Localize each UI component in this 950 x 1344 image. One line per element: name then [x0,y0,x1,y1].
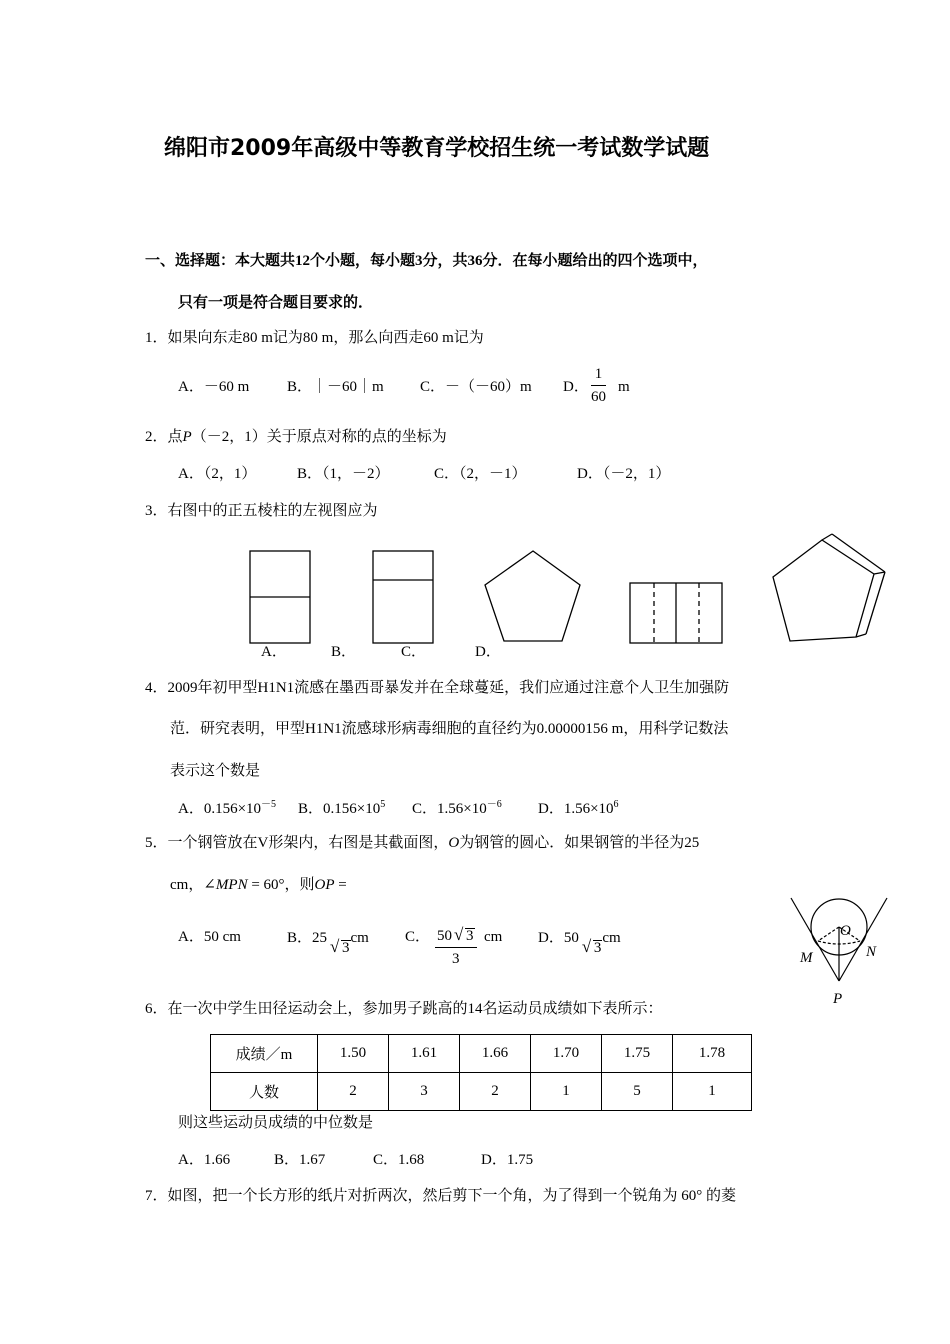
q5-option-c-fraction [435,925,477,967]
q3-pentagonal-prism [773,534,885,641]
q1-option-a: A．－60 m [178,379,250,395]
q5-b-unit: cm [350,930,369,946]
q5-option-c-unit: cm [484,929,503,945]
q6-option-b: B．1.67 [274,1152,326,1168]
q5-c-num [435,925,477,948]
q5-c-rad: 3 [466,928,474,944]
q4-line1: 4．2009年初甲型H1N1流感在墨西哥暴发并在全球蔓延，我们应通过注意个人卫生加强防 [145,680,730,696]
q5-c-num-value: 50 [437,928,452,944]
q5-line2-post: = [334,877,347,893]
q6-stem: 6．在一次中学生田径运动会上，参加男子跳高的14名运动员成绩如下表所示： [145,1001,663,1017]
q3-fig-b [373,551,433,643]
q6-option-a: A．1.66 [178,1152,231,1168]
q5-fig-label-p: P [833,991,843,1007]
q5-c-sqrt [454,925,475,944]
sqrt-sign-icon: √ [330,937,340,956]
q4-c-base: C．1.56×10 [412,801,487,817]
fraction-denominator: 60 [591,389,606,405]
fraction-numerator: 1 [591,367,606,386]
q5-fig-label-m: M [800,950,813,966]
q6-follow: 则这些运动员成绩的中位数是 [178,1115,374,1131]
q4-a-exp: －5 [261,799,277,810]
q7-line1: 7．如图，把一个长方形的纸片对折两次，然后剪下一个角，为了得到一个锐角为 60° 的菱 [145,1188,737,1204]
table-cell: 5 [602,1073,673,1111]
q5-line1-var: O [448,835,460,851]
q5-line2 [170,878,347,893]
q4-option-c [412,800,502,817]
q4-b-base: B．0.156×10 [298,801,381,817]
q5-line2-pre: cm，∠ [170,877,216,893]
q5-b-sqrt [330,937,351,956]
q5-line1 [145,836,699,851]
q4-line2: 范．研究表明，甲型H1N1流感球形病毒细胞的直径约为0.00000156 m，用科学记数法 [170,721,729,737]
section-heading-cont: 只有一项是符合题目要求的． [178,295,374,311]
q2-option-c: C．（2，－1） [434,466,527,482]
q5-option-a: A．50 cm [178,929,241,945]
q5-fig-label-n: N [866,944,877,960]
q1-stem: 1．如果向东走80 m记为80 m，那么向西走60 m记为 [145,330,484,346]
table-cell: 2 [460,1073,531,1111]
q5-b-rad: 3 [342,940,350,956]
table-header-cell: 人数 [211,1073,318,1111]
q5-line1-post: 为钢管的圆心．如果钢管的半径为25 [459,835,700,851]
q5-line2-var2: OP [314,877,335,893]
q3-fig-a [250,551,310,643]
q5-d-sqrt [581,937,603,956]
q1-option-c: C．－（－60）m [420,379,532,395]
q1-option-d-unit: m [618,379,630,395]
q4-c-exp: －6 [486,799,502,810]
q5-d-unit: cm [602,930,621,946]
q4-d-exp: 6 [613,799,619,810]
q5-fig-label-o: O [840,923,851,939]
q4-option-a [178,800,276,817]
q3-fig-c [485,551,580,641]
table-cell: 1.78 [673,1035,752,1073]
q3-label-c: C． [401,644,427,660]
q1-option-d-label: D． [563,379,589,395]
q3-label-d: D． [475,644,501,660]
table-cell: 1.70 [531,1035,602,1073]
q5-c-den: 3 [452,951,460,967]
q5-option-b [287,930,369,956]
sqrt-sign-icon: √ [581,937,592,956]
page-title: 绵阳市2009年高级中等教育学校招生统一考试数学试题 [164,136,710,161]
q2-point-var: P [182,429,192,445]
q3-label-b: B． [331,644,357,660]
section-heading: 一、选择题：本大题共12个小题，每小题3分，共36分．在每小题给出的四个选项中， [145,253,708,269]
q2-option-a: A．（2，1） [178,466,257,482]
q2-option-d: D．（－2，1） [577,466,671,482]
table-row [211,1073,752,1111]
q4-option-d [538,800,619,817]
q5-line1-pre: 5．一个钢管放在V形架内，右图是其截面图， [145,835,449,851]
q5-line2-mid: = 60°，则 [247,877,315,893]
table-cell: 1.61 [389,1035,460,1073]
q5-d-label: D．50 [538,930,579,946]
q2-stem-pre: 2．点 [145,429,183,445]
sqrt-sign-icon: √ [454,925,464,944]
table-row [211,1035,752,1073]
table-cell: 3 [389,1073,460,1111]
table-cell: 1.50 [318,1035,389,1073]
q4-a-base: A．0.156×10 [178,801,262,817]
q5-option-c-label: C． [405,929,431,945]
table-header-cell: 成绩／m [211,1035,318,1073]
table-cell: 2 [318,1073,389,1111]
q6-option-d: D．1.75 [481,1152,534,1168]
table-cell: 1 [673,1073,752,1111]
q5-b-label: B．25 [287,930,328,946]
q3-stem: 3．右图中的正五棱柱的左视图应为 [145,503,378,519]
q4-b-exp: 5 [380,799,386,810]
q4-d-base: D．1.56×10 [538,801,614,817]
q6-option-c: C．1.68 [373,1152,425,1168]
q4-option-b [298,800,385,817]
q4-line3: 表示这个数是 [170,763,261,779]
q3-fig-d [630,583,722,643]
q5-line2-var: MPN [215,877,248,893]
q5-option-d [538,930,621,956]
q1-option-b: B．｜－60｜m [287,379,384,395]
table-cell: 1 [531,1073,602,1111]
q5-d-rad: 3 [593,940,602,956]
table-cell: 1.66 [460,1035,531,1073]
table-cell: 1.75 [602,1035,673,1073]
q2-option-b: B．（1，－2） [297,466,390,482]
q3-label-a: A． [261,644,287,660]
q6-table [210,1034,752,1111]
q2-stem-post: （－2，1）关于原点对称的点的坐标为 [191,429,447,445]
